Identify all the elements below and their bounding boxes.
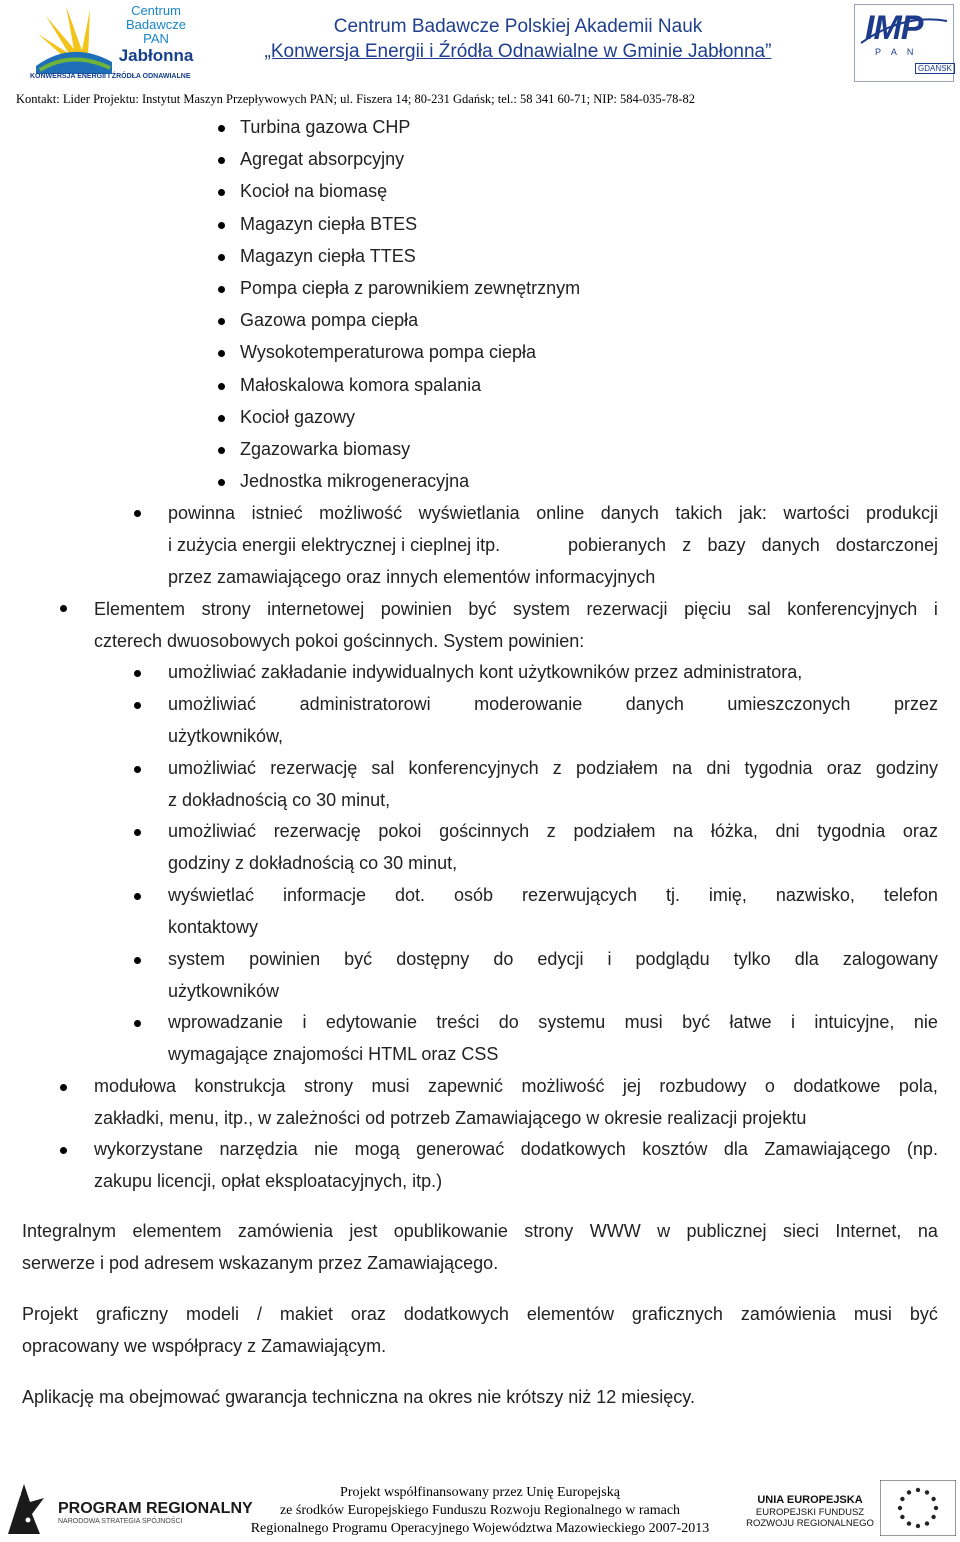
footer-program-name: PROGRAM REGIONALNY [58, 1500, 253, 1517]
bullet-icon [218, 189, 225, 196]
word: na [673, 821, 694, 841]
word: rozbudowy [659, 1076, 747, 1096]
booking-item-line1 [168, 948, 938, 970]
word: na [917, 1221, 938, 1241]
bullet-icon [134, 893, 141, 900]
eu-star-icon [900, 1515, 904, 1519]
word: produkcji [865, 503, 938, 523]
booking-item-line1 [168, 884, 938, 906]
list-item: Małoskalowa komora spalania [240, 375, 482, 395]
word: powinien [249, 949, 321, 969]
footer-eu-line2: EUROPEJSKI FUNDUSZ [755, 1507, 865, 1518]
word: pokoi [378, 821, 422, 841]
word: być [909, 1304, 938, 1324]
word: publicznej [686, 1221, 767, 1241]
word: zapewnić [427, 1076, 503, 1096]
word: podziałem [573, 821, 656, 841]
bullet-icon [60, 605, 67, 612]
bullet-icon [134, 1020, 141, 1027]
header-contact: Kontakt: Lider Projektu: Instytut Maszyn Przepływowych PAN; ul. Fiszera 14; 80-231 Gdańsk; tel.: 58 341 60-71; NIP: 584-035-78-82 [16, 92, 695, 106]
word: wyświetlania [418, 503, 520, 523]
bullet-icon [134, 702, 141, 709]
word: wprowadzanie [168, 1012, 284, 1032]
word: edycji [537, 949, 584, 969]
word: graficznych [631, 1304, 723, 1324]
word: sieci [782, 1221, 819, 1241]
bullet-icon [60, 1147, 67, 1154]
bullet-icon [218, 479, 225, 486]
word: dostarczonej [835, 535, 938, 555]
bullet-icon [134, 957, 141, 964]
bullet-icon [218, 318, 225, 325]
word: strony [304, 1076, 354, 1096]
logo-line3: PAN [143, 31, 169, 46]
eu-star-icon [916, 1524, 920, 1528]
list-item: Wysokotemperaturowa pompa ciepła [240, 342, 536, 362]
booking-item-line2: godziny z dokładnością co 30 minut, [168, 853, 458, 873]
word: bazy [707, 535, 746, 555]
word: WWW [589, 1221, 641, 1241]
bullet-icon [218, 157, 225, 164]
word: tygodnia [817, 821, 886, 841]
eu-star-icon [907, 1490, 911, 1494]
footer-eu-line1: UNIA EUROPEJSKA [757, 1494, 863, 1506]
word: Elementem [94, 599, 186, 619]
booking-item-line2: wymagające znajomości HTML oraz CSS [168, 1044, 499, 1064]
word: wykorzystane [94, 1139, 204, 1159]
bullet-icon [218, 383, 225, 390]
list-item: Turbina gazowa CHP [240, 117, 411, 137]
list-item: Pompa ciepła z parownikiem zewnętrznym [240, 278, 581, 298]
sub-item-line2a: i zużycia energii elektrycznej i cieplnej itp. [168, 535, 501, 555]
last-paragraph: Aplikację ma obejmować gwarancja techniczna na okres nie krótszy niż 12 miesięcy. [22, 1387, 695, 1407]
booking-item-line1 [168, 693, 938, 715]
word: danych [625, 694, 684, 714]
booking-item-line2: z dokładnością co 30 minut, [168, 790, 391, 810]
word: / [256, 1304, 262, 1324]
word: konstrukcja [194, 1076, 286, 1096]
top-item-line1 [94, 1138, 938, 1160]
word: na [672, 758, 693, 778]
word: modułowa [94, 1076, 177, 1096]
header-title-line1: Centrum Badawcze Polskiej Akademii Nauk [333, 16, 703, 37]
word: Zamawiającego [764, 1139, 891, 1159]
gdansk-logo-text: GDAŃSK [915, 63, 955, 74]
word: do [498, 1012, 519, 1032]
bullet-icon [218, 222, 225, 229]
word: imię, [708, 885, 747, 905]
word: Integralnym [22, 1221, 117, 1241]
list-item: Gazowa pompa ciepła [240, 310, 419, 330]
logo-line2: Badawcze [126, 17, 186, 32]
word: strony [524, 1221, 574, 1241]
sub-item-line1 [168, 502, 938, 524]
word: być [468, 599, 497, 619]
eu-star-icon [907, 1521, 911, 1525]
logo-name [116, 4, 196, 65]
word: zamówienia [237, 1221, 333, 1241]
eu-star-icon [900, 1497, 904, 1501]
word: elementem [132, 1221, 222, 1241]
word: podglądu [635, 949, 710, 969]
bullet-icon [218, 415, 225, 422]
footer-eu-line3: ROZWOJU REGIONALNEGO [746, 1518, 874, 1529]
eu-star-icon [925, 1521, 929, 1525]
word: podziałem [575, 758, 658, 778]
word: przez [893, 694, 938, 714]
top-item-line2: zakupu licencji, opłat eksploatacyjnych, itp.) [94, 1171, 443, 1191]
program-regionalny-logo-icon [4, 1480, 48, 1536]
list-item: Zgazowarka biomasy [240, 439, 411, 459]
word: musi [371, 1076, 410, 1096]
word: jej [622, 1076, 641, 1096]
word: intuicyjne, [814, 1012, 895, 1032]
word: system [512, 599, 570, 619]
imp-pan-logo [854, 4, 954, 82]
booking-line1 [94, 598, 938, 620]
word: nie [913, 1012, 938, 1032]
bullet-icon [218, 125, 225, 132]
bullet-icon [134, 670, 141, 677]
word: w [657, 1221, 671, 1241]
sub-item-line3: przez zamawiającego oraz innych elementów informacyjnych [168, 567, 656, 587]
word: online [536, 503, 585, 523]
word: pola, [898, 1076, 938, 1096]
bullet-icon [134, 766, 141, 773]
word: być [344, 949, 373, 969]
word: Internet, [835, 1221, 902, 1241]
word: z [546, 821, 556, 841]
word: sal [371, 758, 395, 778]
bullet-icon [218, 350, 225, 357]
word: danych [761, 535, 820, 555]
word: dodatkowych [520, 1139, 626, 1159]
word: mogą [354, 1139, 400, 1159]
word: rezerwację [273, 821, 361, 841]
word: jest [349, 1221, 378, 1241]
word: konferencyjnych [408, 758, 539, 778]
word: rezerwację [270, 758, 358, 778]
pan-logo-text: P A N [875, 47, 918, 57]
header-title [238, 14, 798, 64]
word: systemu [538, 1012, 606, 1032]
booking-item-line1 [168, 757, 938, 779]
paragraph-line1 [22, 1220, 938, 1242]
page-footer [0, 1470, 960, 1542]
word: umieszczonych [727, 694, 851, 714]
word: pięciu [684, 599, 732, 619]
booking-item-line2: kontaktowy [168, 917, 259, 937]
paragraph-line2: opracowany we współpracy z Zamawiającym. [22, 1336, 387, 1356]
word: dodatkowe [793, 1076, 881, 1096]
word: informacje [282, 885, 367, 905]
word: system [168, 949, 226, 969]
logo-tagline: KONWERSJA ENERGII I ŹRÓDŁA ODNAWIALNE [30, 73, 191, 80]
word: powinien [380, 599, 452, 619]
word: danych [600, 503, 659, 523]
word: łóżka, [710, 821, 758, 841]
word: wartości [783, 503, 850, 523]
eu-star-icon [916, 1488, 920, 1492]
bullet-icon [134, 829, 141, 836]
word: Projekt [22, 1304, 79, 1324]
word: oraz [826, 758, 862, 778]
paragraph-line1 [22, 1303, 938, 1325]
word: powinna [168, 503, 236, 523]
word: elementów [526, 1304, 614, 1324]
bullet-icon [218, 286, 225, 293]
word: być [682, 1012, 711, 1032]
eu-flag-icon [880, 1480, 956, 1536]
page-header [0, 0, 960, 112]
logo-line1: Centrum [131, 3, 181, 18]
word: dni [775, 821, 800, 841]
word: dla [723, 1139, 748, 1159]
word: kosztów [642, 1139, 708, 1159]
word: zamówienia [740, 1304, 836, 1324]
word: wyświetlać [168, 885, 255, 905]
word: rezerwujących [521, 885, 637, 905]
word: narzędzia [219, 1139, 298, 1159]
list-item: Jednostka mikrogeneracyjna [240, 471, 470, 491]
imp-logo-text: IMP [865, 9, 923, 47]
word: dla [794, 949, 819, 969]
word: dot. [394, 885, 425, 905]
booking-item-line2: użytkowników, [168, 726, 284, 746]
word: i [790, 1012, 795, 1032]
eu-star-icon [925, 1490, 929, 1494]
word: opublikowanie [393, 1221, 508, 1241]
word: musi [624, 1012, 663, 1032]
footer-cofinancing [240, 1484, 720, 1538]
top-item-line2: zakładki, menu, itp., w zależności od potrzeb Zamawiającego w okresie realizacji projektu [94, 1108, 807, 1128]
booking-item-line1: umożliwiać zakładanie indywidualnych kont użytkowników przez administratora, [168, 662, 803, 682]
word: tylko [733, 949, 771, 969]
word: umożliwiać [168, 758, 257, 778]
centrum-jablonna-logo [30, 2, 200, 82]
word: makiet [279, 1304, 333, 1324]
list-item: Kocioł na biomasę [240, 181, 388, 201]
word: z [552, 758, 562, 778]
word: strony [201, 599, 251, 619]
booking-item-line2: użytkowników [168, 981, 280, 1001]
word: gościnnych [439, 821, 530, 841]
word: telefon [883, 885, 938, 905]
word: nie [314, 1139, 339, 1159]
word: modeli [185, 1304, 239, 1324]
word: możliwość [319, 503, 403, 523]
list-item: Agregat absorpcyjny [240, 149, 405, 169]
word: z [682, 535, 692, 555]
word: o [764, 1076, 775, 1096]
word: nazwisko, [775, 885, 855, 905]
bullet-icon [218, 447, 225, 454]
word: oraz [902, 821, 938, 841]
word: oraz [350, 1304, 386, 1324]
word: i [607, 949, 612, 969]
word: dostępny [396, 949, 470, 969]
footer-line1: Projekt współfinansowany przez Unię Europejską [340, 1485, 620, 1500]
word: tygodnia [744, 758, 813, 778]
word: generować [416, 1139, 505, 1159]
footer-strategy: NARODOWA STRATEGIA SPÓJNOŚCI [58, 1518, 183, 1525]
list-item: Kocioł gazowy [240, 407, 356, 427]
bullet-icon [60, 1084, 67, 1091]
sun-logo-icon [32, 4, 114, 74]
word: tj. [665, 885, 680, 905]
word: moderowanie [474, 694, 583, 714]
bullet-icon [134, 510, 141, 517]
word: internetowej [267, 599, 365, 619]
header-title-line2: „Konwersja Energii i Źródła Odnawialne w Gminie Jabłonna” [264, 41, 772, 62]
word: umożliwiać [168, 821, 257, 841]
word: rezerwacji [586, 599, 668, 619]
word: treści [436, 1012, 480, 1032]
paragraph-line2: serwerze i pod adresem wskazanym przez Zamawiającego. [22, 1253, 499, 1273]
word: takich [675, 503, 723, 523]
eu-star-icon [931, 1497, 935, 1501]
word: (np. [906, 1139, 938, 1159]
word: osób [453, 885, 493, 905]
word: edytowanie [325, 1012, 417, 1032]
word: łatwe [729, 1012, 772, 1032]
footer-line3: Regionalnego Programu Operacyjnego Województwa Mazowieckiego 2007-2013 [250, 1521, 710, 1536]
word: sal [747, 599, 771, 619]
word: pobieranych [568, 535, 667, 555]
word: istnieć [251, 503, 303, 523]
word: możliwość [521, 1076, 605, 1096]
word: i [933, 599, 938, 619]
footer-line2: ze środków Europejskiego Funduszu Rozwoju Regionalnego w ramach [279, 1503, 681, 1518]
word: umożliwiać [168, 694, 257, 714]
word: godziny [875, 758, 938, 778]
word: i [302, 1012, 307, 1032]
eu-star-icon [934, 1506, 938, 1510]
word: dodatkowych [403, 1304, 509, 1324]
list-item: Magazyn ciepła TTES [240, 246, 416, 266]
booking-item-line1 [168, 1011, 938, 1033]
booking-item-line1 [168, 820, 938, 842]
word: musi [853, 1304, 892, 1324]
sub-item-line2b [568, 534, 938, 556]
list-item: Magazyn ciepła BTES [240, 214, 418, 234]
eu-star-icon [931, 1515, 935, 1519]
logo-line4: Jabłonna [118, 46, 194, 65]
footer-eu-text [745, 1494, 875, 1529]
booking-line2: czterech dwuosobowych pokoi gościnnych. System powinien: [94, 631, 585, 651]
top-item-line1 [94, 1075, 938, 1097]
bullet-icon [218, 254, 225, 261]
word: administratorowi [299, 694, 431, 714]
word: graficzny [95, 1304, 169, 1324]
word: konferencyjnych [787, 599, 918, 619]
word: dni [706, 758, 731, 778]
eu-star-icon [898, 1506, 902, 1510]
word: zalogowany [842, 949, 938, 969]
word: jak: [738, 503, 767, 523]
word: do [493, 949, 514, 969]
